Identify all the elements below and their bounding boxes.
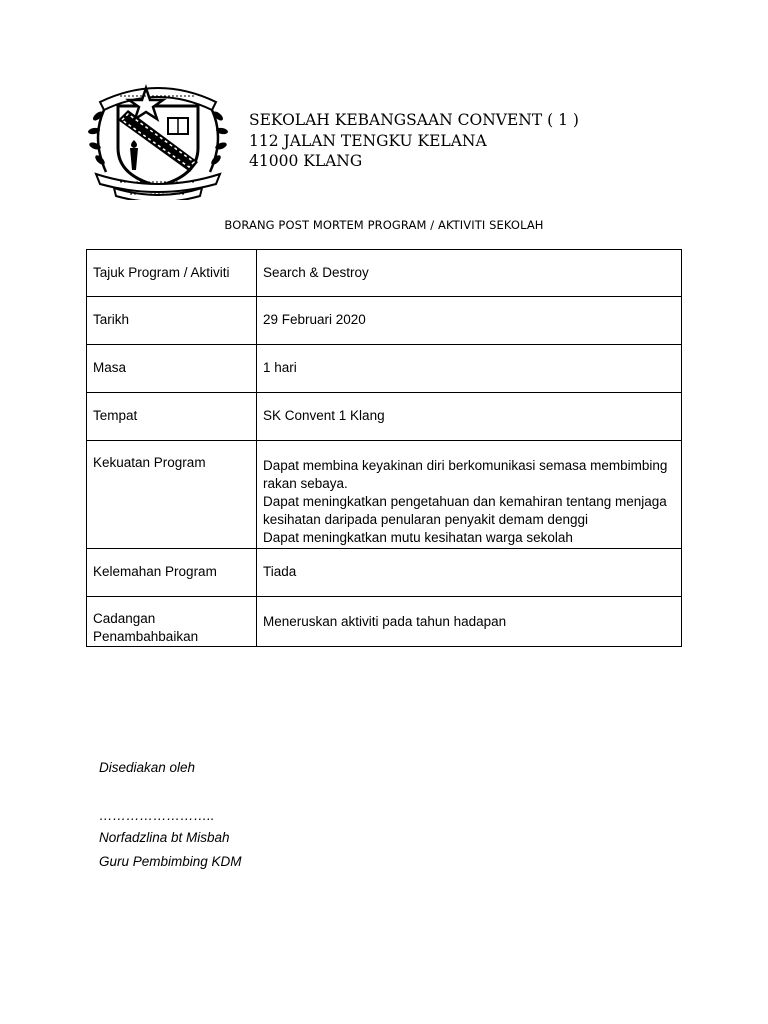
kekuatan-line: Dapat meningkatkan mutu kesihatan warga sekolah — [263, 530, 573, 545]
school-name: SEKOLAH KEBANGSAAN CONVENT ( 1 ) — [249, 111, 579, 129]
table-row — [87, 250, 682, 297]
table-row — [87, 441, 682, 549]
row-label-kelemahan: Kelemahan Program — [87, 549, 257, 597]
school-address-street: 112 JALAN TENGKU KELANA — [249, 131, 487, 150]
row-value-tajuk: Search & Destroy — [257, 250, 682, 297]
row-value-kekuatan — [257, 441, 682, 549]
row-label-tarikh: Tarikh — [87, 297, 257, 345]
row-label-cadangan: Cadangan Penambahbaikan — [87, 597, 257, 647]
row-value-tempat: SK Convent 1 Klang — [257, 393, 682, 441]
school-crest-logo — [84, 76, 232, 200]
row-value-tarikh: 29 Februari 2020 — [257, 297, 682, 345]
table-row — [87, 345, 682, 393]
row-label-tajuk: Tajuk Program / Aktiviti — [87, 250, 257, 297]
table-row — [87, 549, 682, 597]
table-row — [87, 393, 682, 441]
school-header — [249, 110, 579, 172]
prepared-by-label: Disediakan oleh — [99, 760, 196, 775]
kekuatan-line: Dapat membina keyakinan diri berkomunikasi semasa membimbing rakan sebaya. — [263, 458, 668, 491]
preparer-position: Guru Pembimbing KDM — [99, 854, 242, 869]
row-value-kelemahan: Tiada — [257, 549, 682, 597]
table-row — [87, 297, 682, 345]
row-value-cadangan: Meneruskan aktiviti pada tahun hadapan — [257, 597, 682, 647]
kekuatan-line: Dapat meningkatkan pengetahuan dan kemahiran tentang menjaga kesihatan daripada penularan penyakit demam denggi — [263, 494, 667, 527]
post-mortem-table — [86, 249, 682, 647]
row-label-tempat: Tempat — [87, 393, 257, 441]
row-label-masa: Masa — [87, 345, 257, 393]
row-label-kekuatan: Kekuatan Program — [87, 441, 257, 549]
row-value-masa: 1 hari — [257, 345, 682, 393]
form-title: BORANG POST MORTEM PROGRAM / AKTIVITI SEKOLAH — [224, 218, 544, 232]
table-row — [87, 597, 682, 647]
signature-dots: …………………….. — [99, 808, 215, 823]
school-address-city: 41000 KLANG — [249, 152, 363, 170]
preparer-name: Norfadzlina bt Misbah — [99, 830, 230, 845]
